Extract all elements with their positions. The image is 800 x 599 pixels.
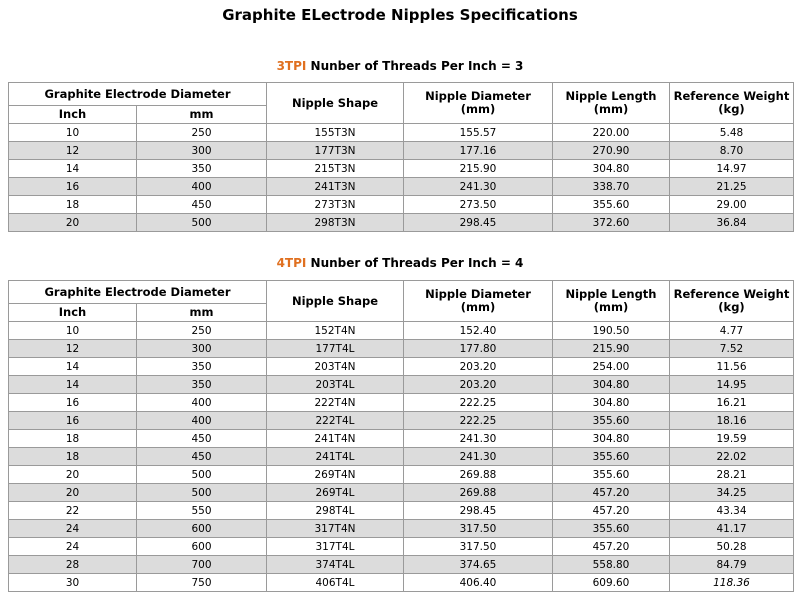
cell-nipple-diameter: 406.40	[404, 574, 553, 592]
cell-inch: 16	[9, 412, 137, 430]
cell-mm: 700	[137, 556, 267, 574]
cell-mm: 350	[137, 376, 267, 394]
cell-inch: 30	[9, 574, 137, 592]
cell-nipple-shape: 374T4L	[267, 556, 404, 574]
cell-nipple-diameter: 155.57	[404, 124, 553, 142]
cell-nipple-length: 338.70	[553, 178, 670, 196]
cell-nipple-shape: 222T4N	[267, 394, 404, 412]
cell-reference-weight: 84.79	[670, 556, 794, 574]
cell-inch: 14	[9, 376, 137, 394]
tpi-label: 3TPI	[276, 59, 307, 73]
header-nipple-length	[553, 281, 670, 322]
cell-reference-weight: 22.02	[670, 448, 794, 466]
table-row	[9, 340, 794, 358]
cell-inch: 16	[9, 178, 137, 196]
header-electrode-diameter: Graphite Electrode Diameter	[9, 83, 267, 106]
cell-nipple-length: 254.00	[553, 358, 670, 376]
cell-inch: 14	[9, 160, 137, 178]
cell-nipple-length: 457.20	[553, 484, 670, 502]
table-row	[9, 196, 794, 214]
cell-inch: 20	[9, 466, 137, 484]
header-nipple-length-label: Nipple Length	[565, 287, 657, 301]
cell-nipple-shape: 203T4N	[267, 358, 404, 376]
cell-nipple-diameter: 317.50	[404, 520, 553, 538]
table-row	[9, 322, 794, 340]
table-row	[9, 376, 794, 394]
header-nipple-length-unit: (mm)	[593, 102, 629, 116]
cell-nipple-diameter: 203.20	[404, 376, 553, 394]
cell-nipple-length: 304.80	[553, 394, 670, 412]
table-row	[9, 430, 794, 448]
cell-nipple-diameter: 298.45	[404, 214, 553, 232]
cell-reference-weight: 11.56	[670, 358, 794, 376]
table-row	[9, 394, 794, 412]
cell-nipple-shape: 215T3N	[267, 160, 404, 178]
cell-reference-weight: 34.25	[670, 484, 794, 502]
table-row	[9, 466, 794, 484]
cell-mm: 400	[137, 178, 267, 196]
cell-nipple-length: 304.80	[553, 430, 670, 448]
cell-inch: 24	[9, 538, 137, 556]
cell-nipple-length: 355.60	[553, 412, 670, 430]
table-row	[9, 556, 794, 574]
cell-nipple-shape: 241T4L	[267, 448, 404, 466]
table-row	[9, 538, 794, 556]
cell-mm: 600	[137, 520, 267, 538]
cell-reference-weight: 41.17	[670, 520, 794, 538]
cell-nipple-shape: 222T4L	[267, 412, 404, 430]
cell-mm: 500	[137, 466, 267, 484]
cell-reference-weight: 28.21	[670, 466, 794, 484]
header-nipple-shape: Nipple Shape	[267, 83, 404, 124]
cell-reference-weight: 21.25	[670, 178, 794, 196]
table-row	[9, 502, 794, 520]
tpi-label: 4TPI	[276, 256, 307, 270]
cell-nipple-shape: 241T4N	[267, 430, 404, 448]
table-row	[9, 520, 794, 538]
cell-mm: 300	[137, 340, 267, 358]
section-4tpi-heading	[0, 256, 800, 270]
header-nipple-diameter-label: Nipple Diameter	[425, 287, 531, 301]
cell-nipple-shape: 177T3N	[267, 142, 404, 160]
cell-nipple-diameter: 222.25	[404, 412, 553, 430]
cell-nipple-diameter: 215.90	[404, 160, 553, 178]
cell-mm: 550	[137, 502, 267, 520]
cell-inch: 18	[9, 196, 137, 214]
header-mm: mm	[137, 106, 267, 124]
spec-table-3tpi	[8, 82, 794, 232]
table-row	[9, 412, 794, 430]
header-mm: mm	[137, 304, 267, 322]
cell-nipple-diameter: 269.88	[404, 484, 553, 502]
cell-reference-weight: 43.34	[670, 502, 794, 520]
cell-mm: 500	[137, 214, 267, 232]
cell-nipple-length: 372.60	[553, 214, 670, 232]
cell-nipple-shape: 269T4L	[267, 484, 404, 502]
cell-inch: 24	[9, 520, 137, 538]
threads-per-inch-text: Nunber of Threads Per Inch = 4	[306, 256, 524, 270]
header-nipple-length	[553, 83, 670, 124]
cell-nipple-length: 304.80	[553, 376, 670, 394]
cell-inch: 12	[9, 142, 137, 160]
cell-nipple-length: 304.80	[553, 160, 670, 178]
cell-reference-weight: 50.28	[670, 538, 794, 556]
cell-reference-weight: 7.52	[670, 340, 794, 358]
cell-mm: 400	[137, 394, 267, 412]
cell-inch: 20	[9, 484, 137, 502]
cell-nipple-length: 215.90	[553, 340, 670, 358]
cell-inch: 28	[9, 556, 137, 574]
cell-inch: 16	[9, 394, 137, 412]
cell-mm: 250	[137, 124, 267, 142]
cell-nipple-diameter: 269.88	[404, 466, 553, 484]
table-body	[9, 124, 794, 232]
cell-mm: 250	[137, 322, 267, 340]
table-row	[9, 214, 794, 232]
cell-nipple-shape: 241T3N	[267, 178, 404, 196]
cell-nipple-length: 355.60	[553, 520, 670, 538]
cell-reference-weight: 36.84	[670, 214, 794, 232]
cell-mm: 350	[137, 160, 267, 178]
header-reference-weight-unit: (kg)	[718, 102, 745, 116]
header-nipple-diameter	[404, 83, 553, 124]
threads-per-inch-text: Nunber of Threads Per Inch = 3	[306, 59, 524, 73]
cell-nipple-shape: 406T4L	[267, 574, 404, 592]
header-electrode-diameter: Graphite Electrode Diameter	[9, 281, 267, 304]
cell-reference-weight: 14.97	[670, 160, 794, 178]
cell-inch: 22	[9, 502, 137, 520]
page-title: Graphite ELectrode Nipples Specifications	[222, 6, 578, 24]
cell-nipple-diameter: 177.80	[404, 340, 553, 358]
cell-reference-weight: 118.36	[670, 574, 794, 592]
cell-nipple-length: 355.60	[553, 466, 670, 484]
cell-nipple-length: 355.60	[553, 448, 670, 466]
cell-inch: 18	[9, 430, 137, 448]
cell-nipple-length: 457.20	[553, 502, 670, 520]
cell-nipple-diameter: 298.45	[404, 502, 553, 520]
cell-nipple-shape: 269T4N	[267, 466, 404, 484]
cell-nipple-diameter: 241.30	[404, 178, 553, 196]
cell-inch: 10	[9, 124, 137, 142]
table-row	[9, 484, 794, 502]
cell-inch: 10	[9, 322, 137, 340]
cell-reference-weight: 29.00	[670, 196, 794, 214]
table-row	[9, 124, 794, 142]
cell-nipple-diameter: 241.30	[404, 448, 553, 466]
cell-nipple-shape: 317T4N	[267, 520, 404, 538]
cell-nipple-diameter: 374.65	[404, 556, 553, 574]
cell-nipple-length: 270.90	[553, 142, 670, 160]
table-row	[9, 574, 794, 592]
cell-inch: 12	[9, 340, 137, 358]
cell-nipple-shape: 298T4L	[267, 502, 404, 520]
cell-mm: 750	[137, 574, 267, 592]
header-reference-weight-label: Reference Weight	[673, 89, 790, 103]
cell-nipple-shape: 155T3N	[267, 124, 404, 142]
cell-reference-weight: 16.21	[670, 394, 794, 412]
cell-nipple-diameter: 203.20	[404, 358, 553, 376]
cell-inch: 14	[9, 358, 137, 376]
header-nipple-diameter-label: Nipple Diameter	[425, 89, 531, 103]
cell-reference-weight: 8.70	[670, 142, 794, 160]
table-row	[9, 358, 794, 376]
cell-mm: 300	[137, 142, 267, 160]
cell-nipple-length: 457.20	[553, 538, 670, 556]
table-row	[9, 178, 794, 196]
header-nipple-diameter-unit: (mm)	[460, 102, 496, 116]
cell-reference-weight: 18.16	[670, 412, 794, 430]
cell-reference-weight: 19.59	[670, 430, 794, 448]
cell-nipple-length: 609.60	[553, 574, 670, 592]
cell-mm: 450	[137, 448, 267, 466]
cell-reference-weight: 4.77	[670, 322, 794, 340]
cell-mm: 600	[137, 538, 267, 556]
header-inch: Inch	[9, 106, 137, 124]
header-reference-weight	[670, 281, 794, 322]
cell-nipple-shape: 177T4L	[267, 340, 404, 358]
cell-nipple-length: 355.60	[553, 196, 670, 214]
header-nipple-shape: Nipple Shape	[267, 281, 404, 322]
header-nipple-length-unit: (mm)	[593, 300, 629, 314]
table-body	[9, 322, 794, 592]
cell-inch: 20	[9, 214, 137, 232]
cell-nipple-length: 190.50	[553, 322, 670, 340]
header-nipple-diameter	[404, 281, 553, 322]
cell-nipple-diameter: 241.30	[404, 430, 553, 448]
cell-nipple-length: 558.80	[553, 556, 670, 574]
cell-nipple-length: 220.00	[553, 124, 670, 142]
cell-nipple-shape: 317T4L	[267, 538, 404, 556]
table-row	[9, 448, 794, 466]
table-row	[9, 142, 794, 160]
cell-nipple-shape: 298T3N	[267, 214, 404, 232]
header-reference-weight	[670, 83, 794, 124]
cell-nipple-shape: 203T4L	[267, 376, 404, 394]
cell-reference-weight: 14.95	[670, 376, 794, 394]
cell-inch: 18	[9, 448, 137, 466]
header-inch: Inch	[9, 304, 137, 322]
cell-nipple-diameter: 177.16	[404, 142, 553, 160]
cell-nipple-diameter: 273.50	[404, 196, 553, 214]
cell-nipple-diameter: 222.25	[404, 394, 553, 412]
cell-nipple-diameter: 317.50	[404, 538, 553, 556]
cell-nipple-shape: 152T4N	[267, 322, 404, 340]
cell-mm: 450	[137, 196, 267, 214]
cell-mm: 350	[137, 358, 267, 376]
header-reference-weight-label: Reference Weight	[673, 287, 790, 301]
table-row	[9, 160, 794, 178]
cell-mm: 400	[137, 412, 267, 430]
cell-nipple-diameter: 152.40	[404, 322, 553, 340]
header-nipple-diameter-unit: (mm)	[460, 300, 496, 314]
cell-reference-weight: 5.48	[670, 124, 794, 142]
spec-table-4tpi	[8, 280, 794, 592]
header-nipple-length-label: Nipple Length	[565, 89, 657, 103]
cell-mm: 450	[137, 430, 267, 448]
cell-mm: 500	[137, 484, 267, 502]
section-3tpi-heading	[0, 59, 800, 73]
cell-nipple-shape: 273T3N	[267, 196, 404, 214]
header-reference-weight-unit: (kg)	[718, 300, 745, 314]
